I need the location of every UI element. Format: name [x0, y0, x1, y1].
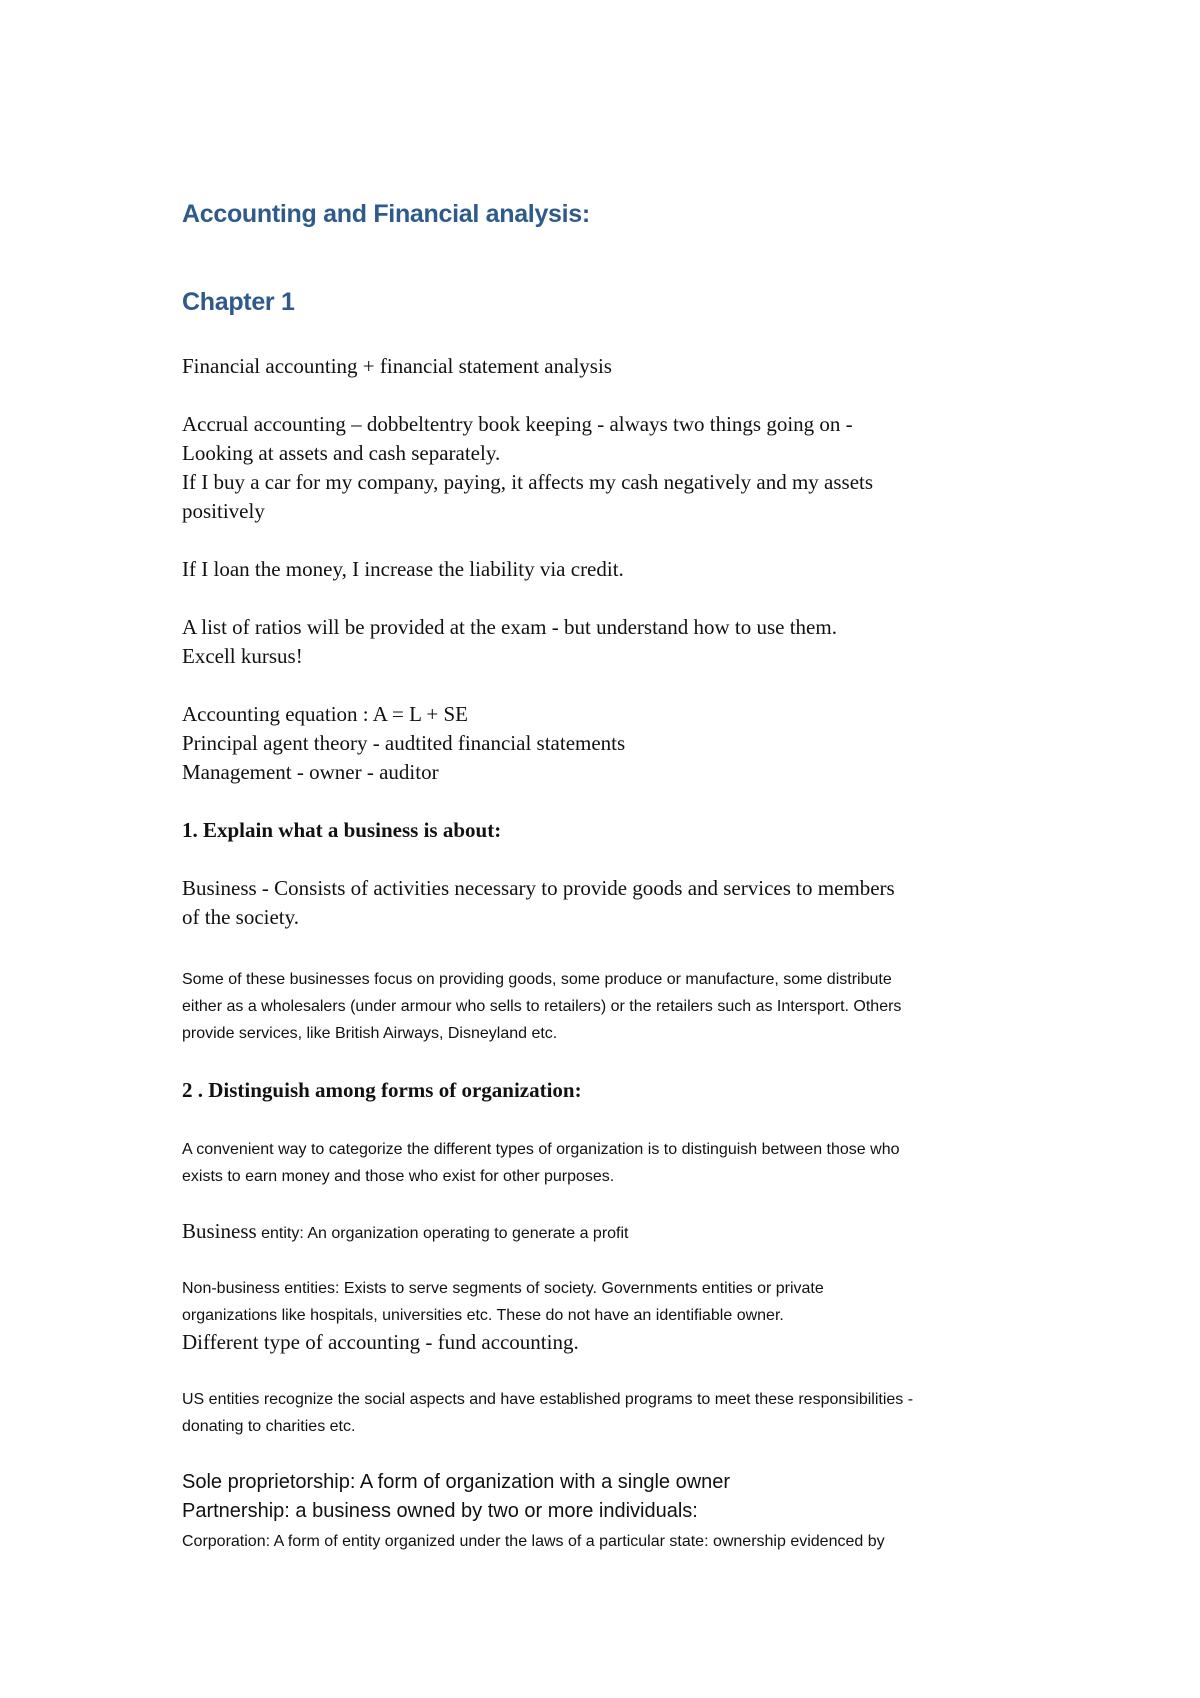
- text-line: If I buy a car for my company, paying, it affects my cash negatively and my assets: [182, 470, 874, 494]
- text-line: exists to earn money and those who exist for other purposes.: [182, 1168, 615, 1185]
- text-line: [182, 1219, 629, 1244]
- text-line: Principal agent theory - audtited financial statements: [182, 731, 626, 755]
- document-title: Accounting and Financial analysis:: [182, 200, 590, 228]
- section-heading: 2 . Distinguish among forms of organization:: [182, 1078, 582, 1102]
- text-line: Accounting equation : A = L + SE: [182, 702, 468, 726]
- text-line: organizations like hospitals, universities etc. These do not have an identifiable owner.: [182, 1307, 784, 1324]
- text-line: Sole proprietorship: A form of organization with a single owner: [182, 1471, 731, 1493]
- text-line: either as a wholesalers (under armour who sells to retailers) or the retailers such as Intersport. Others: [182, 998, 902, 1015]
- text-line: Management - owner - auditor: [182, 760, 439, 784]
- business-term: Business: [182, 1219, 257, 1243]
- text-line: A list of ratios will be provided at the exam - but understand how to use them.: [182, 615, 837, 639]
- text-line: If I loan the money, I increase the liability via credit.: [182, 557, 624, 581]
- text-line: Non-business entities: Exists to serve segments of society. Governments entities or private: [182, 1280, 824, 1297]
- text-line: A convenient way to categorize the different types of organization is to distinguish between those who: [182, 1141, 900, 1158]
- text-line: positively: [182, 499, 265, 523]
- text-line: provide services, like British Airways, Disneyland etc.: [182, 1025, 558, 1042]
- text-line: of the society.: [182, 905, 300, 929]
- text-line: Looking at assets and cash separately.: [182, 441, 501, 465]
- text-line: Corporation: A form of entity organized under the laws of a particular state: ownership evidenced by: [182, 1533, 885, 1550]
- text-line: Financial accounting + financial statement analysis: [182, 354, 612, 378]
- text-line: Different type of accounting - fund accounting.: [182, 1330, 579, 1354]
- section-heading: 1. Explain what a business is about:: [182, 818, 502, 842]
- chapter-heading: Chapter 1: [182, 288, 295, 316]
- text-line: Business - Consists of activities necessary to provide goods and services to members: [182, 876, 895, 900]
- text-line: Some of these businesses focus on providing goods, some produce or manufacture, some distribute: [182, 971, 892, 988]
- text-line: Accrual accounting – dobbeltentry book keeping - always two things going on -: [182, 412, 853, 436]
- text-line: donating to charities etc.: [182, 1418, 356, 1435]
- text-line: US entities recognize the social aspects and have established programs to meet these responsibilities -: [182, 1391, 914, 1408]
- text-line: Partnership: a business owned by two or more individuals:: [182, 1500, 698, 1522]
- business-definition: entity: An organization operating to generate a profit: [256, 1225, 629, 1242]
- text-line: Excell kursus!: [182, 644, 303, 668]
